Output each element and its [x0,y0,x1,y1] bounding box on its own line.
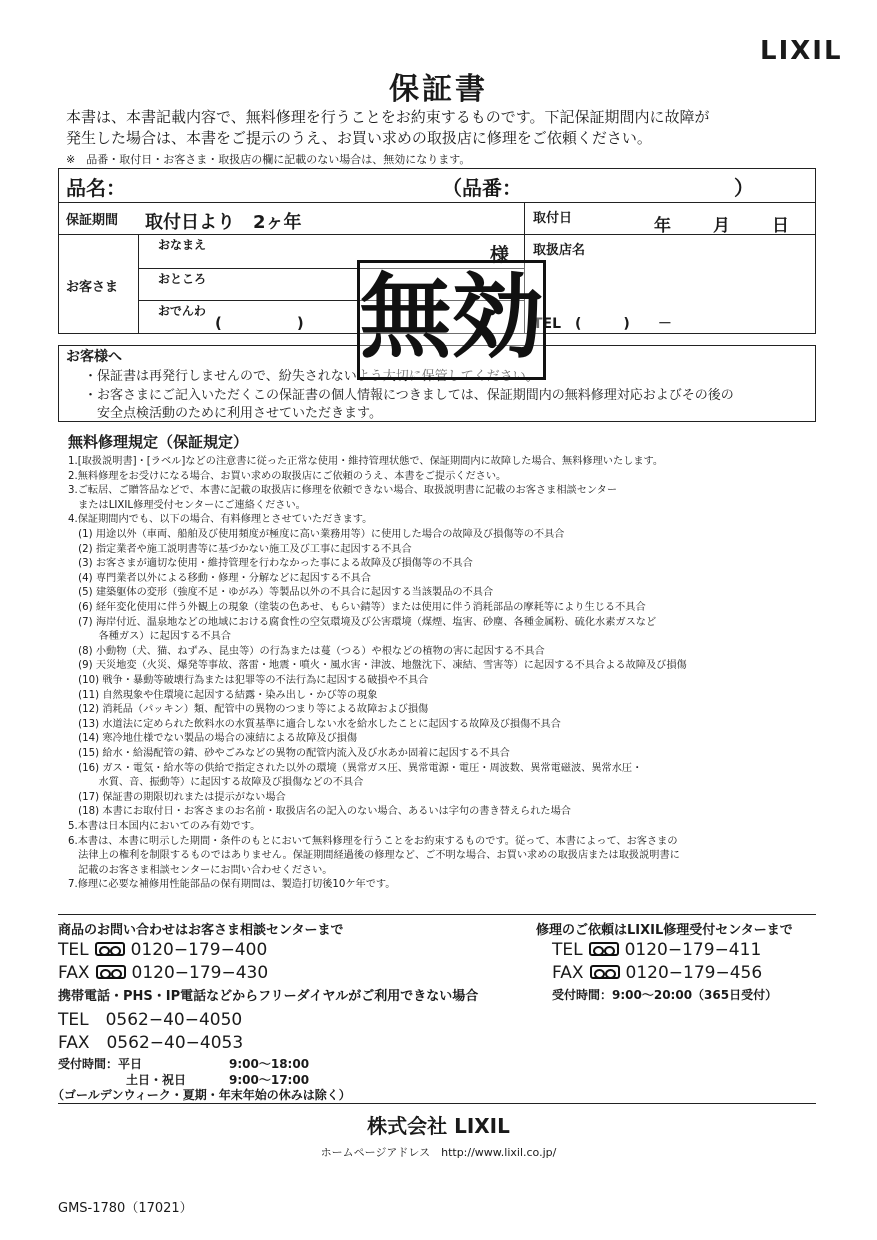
consult-tel[interactable]: 0120−179−400 [130,940,268,960]
product-name-label: 品名： [66,176,126,200]
name-label: おなまえ [158,238,207,252]
phone-paren: ( ) [215,314,304,332]
rule-line: 4.保証期間内でも、以下の場合、有料修理とさせていただきます。 [68,514,373,526]
notice-item-1: ・保証書は再発行しませんので、紛失されないよう大切に保管してください。 [84,369,539,384]
void-stamp: 無効 [359,264,544,371]
fax-label: FAX [552,963,584,983]
install-date-label: 取付日 [533,211,573,226]
rule-line: (3) お客さまが適切な使用・維持管理を行わなかった事による故障及び損傷等の不具合 [68,558,473,570]
period-label: 保証期間 [66,213,119,228]
customer-label: お客さま [66,280,119,295]
homepage-link[interactable]: ホームページアドレス http://www.lixil.co.jp/ [320,1146,557,1159]
repair-fax-row [552,963,762,983]
date-month: 月 [713,216,730,236]
rule-line: 6.本書は、本書に明示した期間・条件のもとにおいて無料修理を行うことをお約束するものです。従って、本書によって、お客さまの [68,835,678,847]
rules-heading: 無料修理規定（保証規定） [68,433,249,451]
hours-label: 受付時間：平日 [58,1057,143,1071]
dealer-tel: TEL ( ) － [533,316,672,332]
contact-top-rule [58,914,816,915]
customer-notice-heading: お客様へ [66,349,122,365]
rule-line: 7.修理に必要な補修用性能部品の保有期間は、製造打切後10ケ年です。 [68,879,396,891]
rule-line: (11) 自然現象や住環境に起因する結露・染み出し・かび等の現象 [68,689,378,701]
rule-line: またはLIXIL修理受付センターにご連絡ください。 [68,499,306,511]
freedial-icon [590,965,620,979]
rule-line: (18) 本書にお取付日・お客さまのお名前・取扱店名の記入のない場合、あるいは字句の書き替えられた場合 [68,806,571,818]
consult-fax-row [58,963,268,983]
consult-fax[interactable]: 0120−179−430 [131,963,269,983]
company-name: 株式会社 LIXIL [367,1114,510,1138]
hours-weekday: 9:00〜18:00 [229,1057,310,1071]
rule-line: 1.[取扱説明書]・[ラベル]などの注意書に従った正常な使用・維持管理状態で、保証期間内に故障した場合、無料修理いたします。 [68,456,664,467]
company-top-rule [58,1103,816,1104]
rule-line: 法律上の権利を制限するものではありません。保証期間経過後の修理など、ご不明な場合、お買い求めの取扱店または取扱説明書に [68,850,680,862]
dealer-label: 取扱店名 [533,243,586,258]
honorific: 様 [490,244,510,266]
freedial-icon [96,965,126,979]
tel-label: TEL [552,940,583,960]
page-title: 保証書 [389,72,488,107]
rule-line: 水質、音、振動等）に起因する故障及び損傷などの不具合 [68,777,364,789]
mobile-fax[interactable]: FAX 0562−40−4053 [58,1033,244,1053]
tel-label: TEL [58,940,89,960]
rule-line: (14) 寒冷地仕様でない製品の場合の凍結による故障及び損傷 [68,733,358,745]
fax-label: FAX [58,963,90,983]
rule-line: 2.無料修理をお受けになる場合、お買い求めの取扱店にご依頼のうえ、本書をご提示ください。 [68,470,507,482]
divider [58,234,816,235]
freedial-icon [95,942,125,956]
rule-line: (12) 消耗品（パッキン）類、配管中の異物のつまり等による故障および損傷 [68,704,429,716]
repair-tel[interactable]: 0120−179−411 [624,940,762,960]
rule-line: (2) 指定業者や施工説明書等に基づかない施工及び工事に起因する不具合 [68,543,412,555]
rule-line: (6) 経年変化使用に伴う外観上の現象（塗装の色あせ、もらい錆等）または使用に伴う消耗部品の摩耗等により生じる不具合 [68,602,646,613]
hours-note: （ゴールデンウィーク・夏期・年末年始の休みは除く） [52,1088,351,1102]
divider [138,234,139,334]
mobile-tel[interactable]: TEL 0562−40−4050 [58,1010,243,1030]
product-number-close: ） [734,176,754,200]
rule-line: (17) 保証書の期限切れまたは提示がない場合 [68,791,286,803]
rule-line: (13) 水道法に定められた飲料水の水質基準に適合しない水を給水したことに起因する故障及び損傷不具合 [68,718,561,730]
rule-line: 各種ガス）に起因する不具合 [68,631,231,643]
consult-center-heading: 商品のお問い合わせはお客さま相談センターまで [58,923,344,938]
address-label: おところ [158,272,207,286]
intro-line-1: 本書は、本書記載内容で、無料修理を行うことをお約束するものです。下記保証期間内に故障が [66,108,710,126]
rule-line: (5) 建築躯体の変形（強度不足・ゆがみ）等製品以外の不具合に起因する当該製品の不具合 [68,587,494,599]
repair-hours: 受付時間：9:00〜20:00（365日受付） [552,988,778,1002]
rule-line: (1) 用途以外（車両、船舶及び使用頻度が極度に高い業務用等）に使用した場合の故障及び損傷等の不具合 [68,529,565,540]
rule-line: (10) 戦争・暴動等破壊行為または犯罪等の不法行為に起因する破損や不具合 [68,675,429,686]
intro-line-2: 発生した場合は、本書をご提示のうえ、お買い求めの取扱店に修理をご依頼ください。 [66,129,652,147]
repair-tel-row [552,940,761,960]
repair-fax[interactable]: 0120−179−456 [625,963,763,983]
rule-line: (7) 海岸付近、温泉地などの地域における腐食性の空気環境及び公害環境（煤煙、塩害、砂塵、各種金属粉、硫化水素ガスなど [68,616,657,628]
freedial-icon [589,942,619,956]
product-number-label: （品番： [442,176,522,200]
divider [58,202,816,203]
notice-item-3: 安全点検活動のために利用させていただきます。 [84,406,382,421]
hours-weekend-label: 土日・祝日 [126,1073,187,1087]
period-value: 取付日より 2ヶ年 [145,212,302,233]
consult-tel-row [58,940,267,960]
note: ※ 品番・取付日・お客さま・取扱店の欄に記載のない場合は、無効になります。 [66,153,471,166]
rule-line: (15) 給水・給湯配管の錆、砂やごみなどの異物の配管内流入及び水あか固着に起因する不具合 [68,748,510,759]
phone-label: おでんわ [158,304,206,318]
rule-line: (4) 専門業者以外による移動・修理・分解などに起因する不具合 [68,572,371,584]
rule-line: 3.ご転居、ご贈答品などで、本書に記載の取扱店に修理を依頼できない場合、取扱説明書に記載のお客さま相談センター [68,485,618,497]
rule-line: (8) 小動物（犬、猫、ねずみ、昆虫等）の行為または蔓（つる）や根などの植物の害に起因する不具合 [68,645,545,657]
date-year: 年 [654,216,671,236]
mobile-heading: 携帯電話・PHS・IP電話などからフリーダイヤルがご利用できない場合 [58,989,479,1004]
document-code: GMS-1780（17021） [58,1201,193,1216]
lixil-logo: LIXIL [760,36,843,66]
rule-line: (9) 天災地変（火災、爆発等事故、落雷・地震・噴火・風水害・津波、地盤沈下、凍結、雪害等）に起因する不具合よる故障及び損傷 [68,660,687,672]
notice-item-2: ・お客さまにご記入いただくこの保証書の個人情報につきましては、保証期間内の無料修理対応およびその後の [84,388,734,403]
date-day: 日 [772,216,789,236]
rule-line: 記載のお客さま相談センターにお問い合わせください。 [68,864,333,876]
rule-line: (16) ガス・電気・給水等の供給で指定された以外の環境（異常ガス圧、異常電源・電圧・周波数、異常電磁波、異常水圧・ [68,762,643,774]
repair-center-heading: 修理のご依頼はLIXIL修理受付センターまで [536,923,793,938]
hours-weekend: 9:00〜17:00 [229,1073,310,1087]
rule-line: 5.本書は日本国内においてのみ有効です。 [68,821,261,832]
